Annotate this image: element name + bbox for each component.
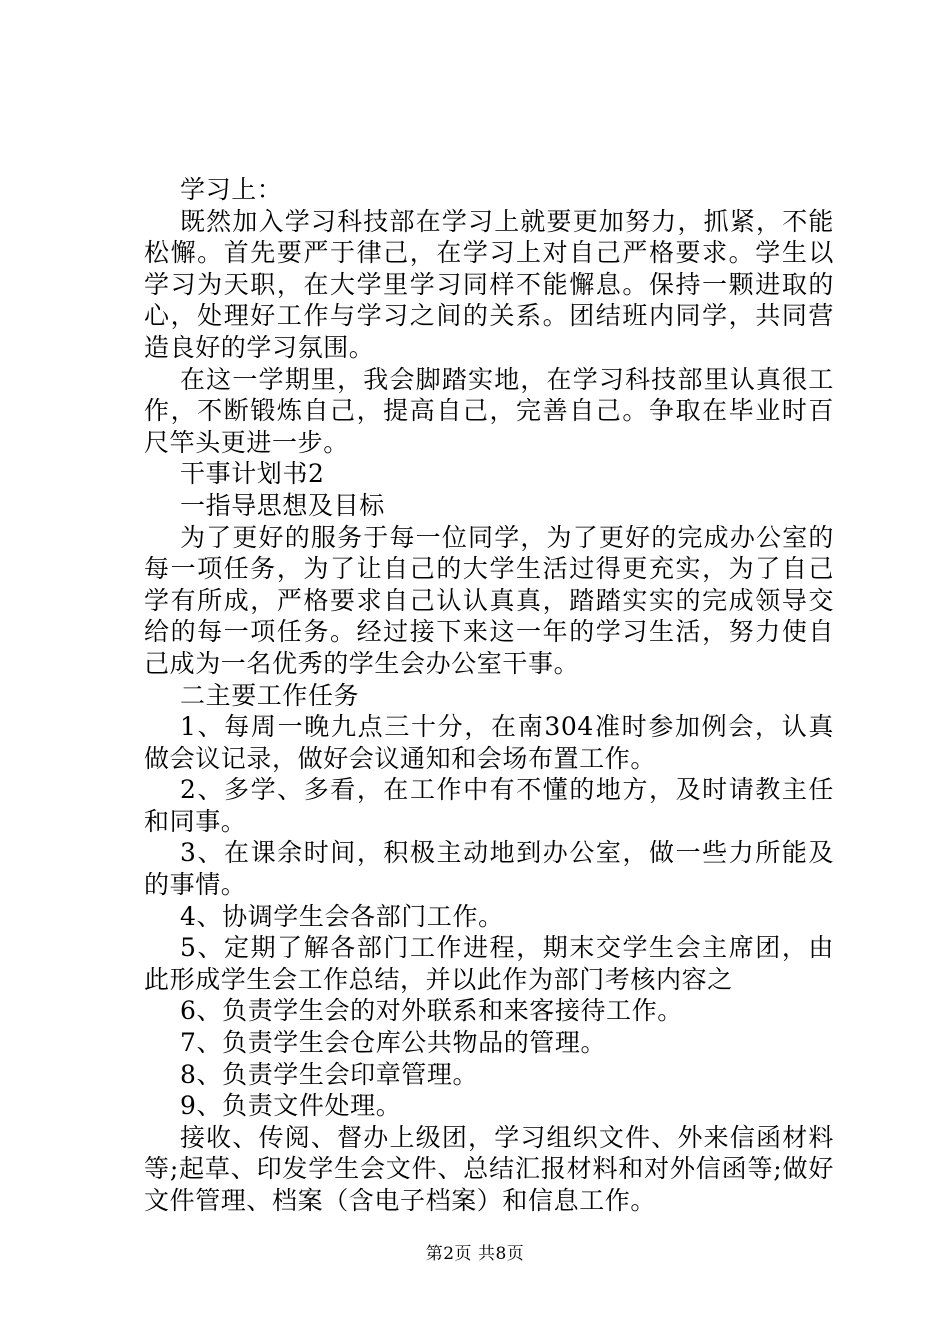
page-footer: 第2页 共8页 bbox=[425, 1244, 525, 1264]
task-item-7: 7、负责学生会仓库公共物品的管理。 bbox=[180, 1028, 607, 1058]
section-heading-main-tasks: 二主要工作任务 bbox=[180, 680, 360, 710]
task-item-2: 2、多学、多看，在工作中有不懂的地方，及时请教主任和同事。 bbox=[144, 775, 834, 836]
section-title-plan-2: 干事计划书2 bbox=[180, 459, 325, 489]
paragraph-study-heading: 学习上： bbox=[180, 175, 283, 204]
task-item-8: 8、负责学生会印章管理。 bbox=[180, 1059, 479, 1089]
paragraph-guiding-thought: 为了更好的服务于每一位同学，为了更好的完成办公室的每一项任务，为了让自己的大学生活过得更充实，为了自己学有所成，严格要求自己认认真真，踏踏实实的完成领导交给的每一项任务。经过接下来这一年的学习生活，努力使自己成为一名优秀的学生会办公室干事。 bbox=[144, 522, 834, 678]
paragraph-semester-goal: 在这一学期里，我会脚踏实地，在学习科技部里认真很工作，不断锻炼自己，提高自己，完善自己。争取在毕业时百尺竿头更进一步。 bbox=[144, 364, 834, 457]
section-heading-guiding-thought: 一指导思想及目标 bbox=[180, 490, 385, 520]
task-item-3: 3、在课余时间，积极主动地到办公室，做一些力所能及的事情。 bbox=[144, 838, 834, 900]
paragraph-file-handling: 接收、传阅、督办上级团，学习组织文件、外来信函材料等;起草、印发学生会文件、总结汇报材料和对外信函等;做好文件管理、档案（含电子档案）和信息工作。 bbox=[144, 1122, 834, 1215]
task-item-4: 4、协调学生会各部门工作。 bbox=[180, 901, 504, 931]
task-item-6: 6、负责学生会的对外联系和来客接待工作。 bbox=[180, 996, 683, 1026]
task-item-5: 5、定期了解各部门工作进程，期末交学生会主席团，由此形成学生会工作总结，并以此作为部门考核内容之 bbox=[144, 933, 834, 994]
document-body bbox=[144, 174, 834, 1217]
task-item-9: 9、负责文件处理。 bbox=[180, 1091, 402, 1121]
paragraph-study-effort: 既然加入学习科技部在学习上就要更加努力，抓紧，不能松懈。首先要严于律己，在学习上对自己严格要求。学生以学习为天职，在大学里学习同样不能懈息。保持一颗进取的心，处理好工作与学习之间的关系。团结班内同学，共同营造良好的学习氛围。 bbox=[144, 206, 834, 362]
task-item-1: 1、每周一晚九点三十分，在南304准时参加例会，认真做会议记录，做好会议通知和会场布置工作。 bbox=[144, 712, 834, 773]
